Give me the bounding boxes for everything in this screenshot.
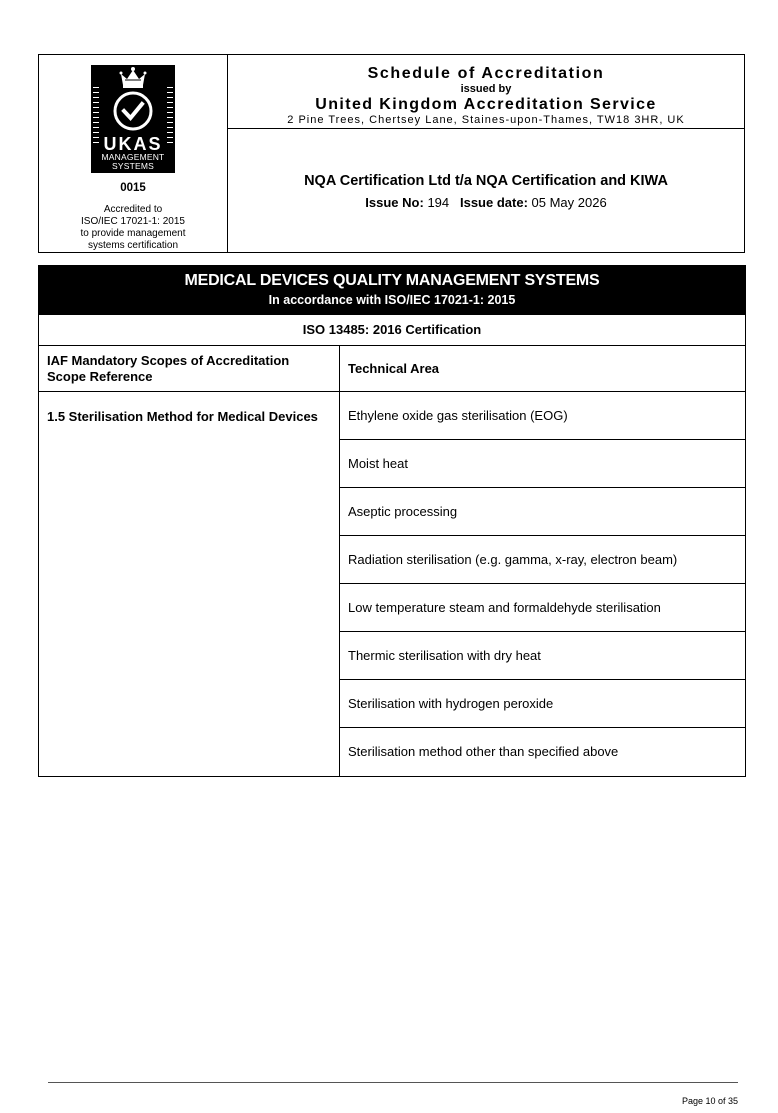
issuer-name: United Kingdom Accreditation Service bbox=[315, 96, 657, 113]
issue-no: 194 bbox=[427, 195, 450, 210]
logo-subtext: MANAGEMENT SYSTEMS bbox=[101, 152, 165, 171]
technical-area-row: Moist heat bbox=[340, 440, 745, 488]
accreditation-header bbox=[38, 54, 745, 253]
technical-area-row: Ethylene oxide gas sterilisation (EOG) bbox=[340, 392, 745, 440]
crown-icon bbox=[118, 65, 148, 89]
issue-no-label: Issue No: bbox=[365, 195, 424, 210]
technical-area-list bbox=[340, 392, 745, 776]
scope-table bbox=[38, 265, 746, 777]
issue-details bbox=[228, 195, 744, 210]
technical-area-header: Technical Area bbox=[348, 361, 440, 376]
accreditation-statement: Accredited to ISO/IEC 17021-1: 2015 to provide management systems certification bbox=[80, 204, 186, 251]
logo-wordmark: UKAS bbox=[103, 134, 163, 154]
certified-body-block bbox=[228, 129, 744, 252]
technical-area-row: Sterilisation method other than specified above bbox=[348, 744, 619, 759]
accreditation-number: 0015 bbox=[120, 182, 146, 194]
table-subtitle: In accordance with ISO/IEC 17021-1: 2015 bbox=[268, 293, 516, 307]
logo-tick-marks bbox=[93, 87, 99, 143]
technical-area-row: Sterilisation with hydrogen peroxide bbox=[340, 680, 745, 728]
issuer-block bbox=[228, 55, 744, 129]
table-body bbox=[39, 391, 745, 776]
ukas-logo bbox=[91, 65, 175, 173]
certified-body-name: NQA Certification Ltd t/a NQA Certification and KIWA bbox=[304, 173, 668, 189]
logo-cell bbox=[39, 55, 228, 252]
scope-reference-header: IAF Mandatory Scopes of Accreditation Scope Reference bbox=[39, 346, 340, 391]
table-title-bar bbox=[39, 266, 745, 314]
logo-tick-marks bbox=[167, 87, 173, 143]
checkmark-circle-icon bbox=[111, 89, 155, 133]
issued-by-label: issued by bbox=[460, 83, 512, 95]
technical-area-row: Low temperature steam and formaldehyde sterilisation bbox=[340, 584, 745, 632]
table-header-row bbox=[39, 345, 745, 391]
footer-divider bbox=[48, 1082, 738, 1083]
table-title: MEDICAL DEVICES QUALITY MANAGEMENT SYSTEMS bbox=[184, 272, 600, 289]
schedule-title: Schedule of Accreditation bbox=[367, 65, 605, 82]
technical-area-row: Aseptic processing bbox=[340, 488, 745, 536]
scope-reference-cell: 1.5 Sterilisation Method for Medical Devices bbox=[39, 392, 340, 776]
issue-date-label: Issue date: bbox=[459, 195, 528, 210]
issuer-address: 2 Pine Trees, Chertsey Lane, Staines-upon-Thames, TW18 3HR, UK bbox=[287, 114, 685, 126]
issue-date: 05 May 2026 bbox=[531, 195, 607, 210]
technical-area-row: Thermic sterilisation with dry heat bbox=[340, 632, 745, 680]
page-number: Page 10 of 35 bbox=[681, 1096, 738, 1106]
issuer-info bbox=[228, 55, 744, 252]
certification-standard: ISO 13485: 2016 Certification bbox=[39, 314, 745, 345]
technical-area-row: Radiation sterilisation (e.g. gamma, x-ray, electron beam) bbox=[340, 536, 745, 584]
